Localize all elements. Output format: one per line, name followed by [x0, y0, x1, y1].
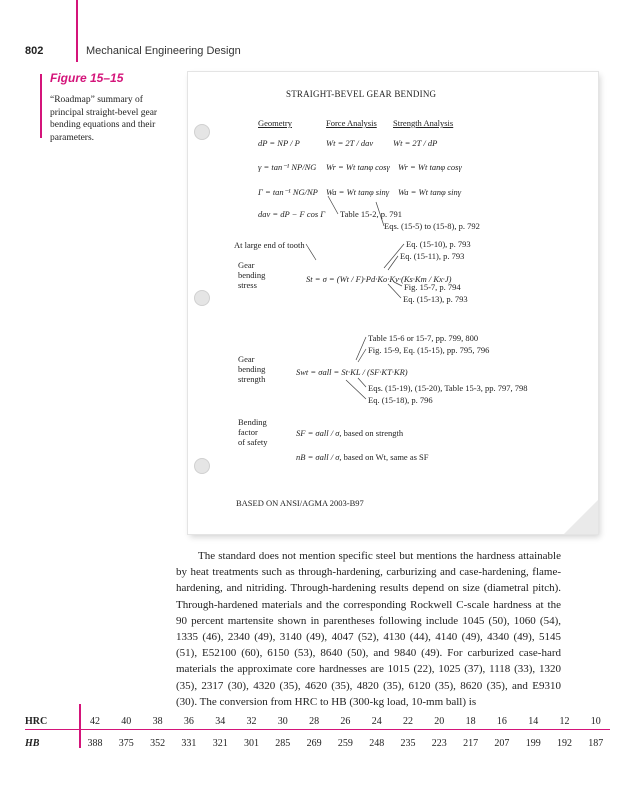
- roadmap-footer: BASED ON ANSI/AGMA 2003-B97: [236, 498, 364, 508]
- table-cell: 34: [215, 716, 226, 727]
- table-cell: 223: [431, 738, 447, 749]
- leader-line: [358, 378, 366, 387]
- running-head: Mechanical Engineering Design: [86, 45, 241, 57]
- table-cell: 40: [121, 716, 132, 727]
- ref-eq-15-18: Eq. (15-18), p. 796: [368, 395, 433, 405]
- ref-eq-15-10: Eq. (15-10), p. 793: [406, 239, 471, 249]
- geom-eq-4: dav = dP − F cos Γ: [258, 209, 326, 219]
- table-cell: 22: [403, 716, 413, 727]
- roadmap-title: STRAIGHT-BEVEL GEAR BENDING: [286, 89, 437, 99]
- col-force: Force Analysis: [326, 118, 377, 128]
- table-cell: 18: [465, 716, 476, 727]
- table-cell: 14: [528, 716, 539, 727]
- gear-bending-stress-label: Gear bending stress: [238, 260, 266, 290]
- table-cell: 321: [212, 738, 228, 749]
- table-cell: 217: [463, 738, 479, 749]
- table-cell: 24: [371, 716, 382, 727]
- gear-bending-strength-label: Gear bending strength: [238, 354, 266, 384]
- table-cell: 36: [183, 716, 194, 727]
- force-eq-3: Wa = Wt tanφ sinγ: [326, 187, 390, 197]
- col-strength: Strength Analysis: [393, 118, 454, 128]
- leader-line: [394, 282, 402, 286]
- strength-equation: Swt = σall = St·KL / (SF·KT·KR): [296, 367, 408, 377]
- table-cell: 331: [181, 738, 197, 749]
- table-row-hb: [25, 734, 610, 754]
- leader-line: [384, 244, 404, 268]
- table-cell: 375: [118, 738, 134, 749]
- figure-label: Figure 15–15: [50, 71, 124, 85]
- leader-line: [388, 284, 401, 298]
- strength-eq-1: Wt = 2T / dP: [393, 138, 438, 148]
- at-large-end-note: At large end of tooth: [234, 240, 305, 250]
- bending-safety-label: Bending factor of safety: [238, 417, 268, 447]
- header-rule: [76, 0, 78, 62]
- geom-eq-2: γ = tan⁻¹ NP/NG: [258, 162, 317, 172]
- ref-fig-15-9: Fig. 15-9, Eq. (15-15), pp. 795, 796: [368, 345, 490, 355]
- leader-line: [376, 202, 384, 226]
- table-cell: 285: [275, 738, 291, 749]
- leader-line: [388, 256, 398, 270]
- geom-eq-1: dP = NP / P: [258, 138, 300, 148]
- force-eq-1: Wt = 2T / dav: [326, 138, 374, 148]
- sf-note: , based on strength: [339, 428, 404, 438]
- table-cell: 32: [246, 716, 257, 727]
- leader-lines: [188, 72, 598, 534]
- nb-note: , based on Wt, same as SF: [339, 452, 429, 462]
- ref-eq-15-11: Eq. (15-11), p. 793: [400, 251, 465, 261]
- ref-eq-15-13: Eq. (15-13), p. 793: [403, 294, 468, 304]
- table-cell: 199: [525, 738, 541, 749]
- ref-fig-15-7: Fig. 15-7, p. 794: [404, 282, 461, 292]
- nb-equation: nB = σall / σ: [296, 452, 340, 462]
- table-cell: 269: [306, 738, 322, 749]
- body-paragraph: The standard does not mention specific steel but mentions the hardness attainable by heat treatments such as through-hardening, carburizing and case-hardening, flame-hardening, and nitriding. Through-hardening results depend on size (diametral pitch). Through-hardened materials and the corresponding Rockwell C-scale hardness at the 90 percent martensite shown in parentheses following include 1045 (50), 1060 (54), 1335 (46), 2340 (49), 3140 (49), 4047 (52), 4130 (44), 4140 (49), 4340 (49), 5145 (51), E52100 (60), 6150 (53), 8640 (50), and 9840 (49). For carburized case-hard materials the approximate core hardnesses are 1015 (22), 1025 (37), 1118 (33), 1320 (35), 2317 (30), 4320 (35), 4620 (35), 4820 (35), 6120 (35), 8620 (35), and E9310 (30). The conversion from HRC to HB (300-kg load, 10-mm ball) is: [176, 550, 561, 708]
- leader-line: [328, 196, 338, 214]
- table-cell: 20: [434, 716, 445, 727]
- stress-equation: St = σ = (Wt / F)·Pd·Ko·Kv·(Ks·Km / Kx·J): [306, 274, 452, 284]
- col-geometry: Geometry: [258, 118, 292, 128]
- table-cell: 42: [90, 716, 100, 727]
- leader-line: [346, 380, 366, 399]
- ref-eqs-15-19: Eqs. (15-19), (15-20), Table 15-3, pp. 797, 798: [368, 383, 528, 393]
- ref-table-15-2: Table 15-2, p. 791: [340, 209, 402, 219]
- table-cell: 352: [150, 738, 166, 749]
- table-cell: 259: [337, 738, 353, 749]
- geom-eq-3: Γ = tan⁻¹ NG/NP: [258, 187, 318, 197]
- table-cell: 10: [590, 716, 601, 727]
- table-cell: 26: [340, 716, 351, 727]
- figure-rule: [40, 74, 42, 138]
- sf-equation: SF = σall / σ: [296, 428, 340, 438]
- table-cell: 12: [559, 716, 570, 727]
- table-cell: 16: [496, 716, 507, 727]
- table-cell: 30: [277, 716, 288, 727]
- table-cell: 187: [588, 738, 604, 749]
- table-cell: 301: [244, 738, 259, 749]
- table-cell: 207: [494, 738, 510, 749]
- hb-label: HB: [25, 738, 40, 749]
- table-cell: 388: [87, 738, 103, 749]
- roadmap-sheet: [188, 72, 598, 534]
- table-cell: 28: [309, 716, 320, 727]
- ref-eqs-15-5: Eqs. (15-5) to (15-8), p. 792: [384, 221, 480, 231]
- figure-caption: “Roadmap” summary of principal straight-bevel gear bending equations and their parameters.: [50, 95, 158, 143]
- table-cell: 248: [369, 738, 385, 749]
- table-cell: 38: [152, 716, 163, 727]
- strength-eq-3: Wa = Wt tanφ sinγ: [398, 187, 462, 197]
- ref-table-15-6: Table 15-6 or 15-7, pp. 799, 800: [368, 333, 479, 343]
- leader-line: [306, 244, 316, 260]
- table-row-hrc: [25, 712, 610, 732]
- table-cell: 235: [400, 738, 416, 749]
- hrc-label: HRC: [25, 716, 48, 727]
- page-number: 802: [25, 45, 44, 57]
- strength-eq-2: Wr = Wt tanφ cosγ: [398, 162, 462, 172]
- force-eq-2: Wr = Wt tanφ cosγ: [326, 162, 390, 172]
- leader-line: [358, 349, 366, 362]
- table-cell: 192: [557, 738, 572, 749]
